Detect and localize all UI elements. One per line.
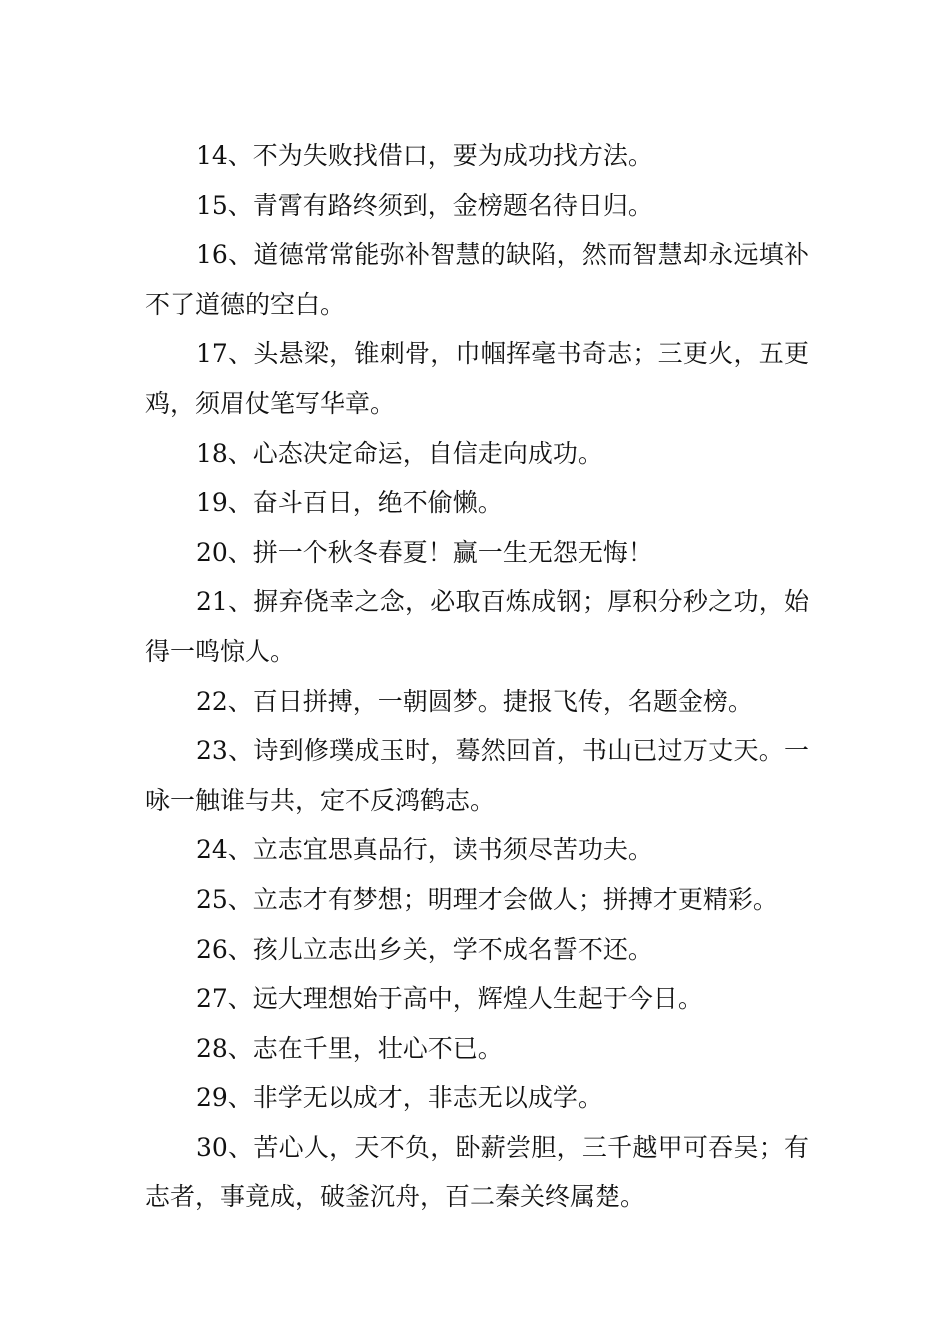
- paragraph-24: 24、立志宜思真品行，读书须尽苦功夫。: [196, 835, 653, 865]
- paragraph-23: 23、诗到修璞成玉时，蓦然回首，书山已过万丈天。一咏一触谁与共，定不反鸿鹤志。: [145, 736, 809, 815]
- paragraph-15: 15、青霄有路终须到，金榜题名待日归。: [196, 190, 653, 220]
- paragraph-16: 16、道德常常能弥补智慧的缺陷，然而智慧却永远填补不了道德的空白。: [145, 240, 809, 319]
- paragraph-27: 27、远大理想始于高中，辉煌人生起于今日。: [196, 984, 703, 1014]
- paragraph-14: 14、不为失败找借口，要为成功找方法。: [196, 141, 653, 170]
- paragraph-20: 20、拼一个秋冬春夏！赢一生无怨无悔！: [196, 537, 653, 567]
- paragraph-29: 29、非学无以成才，非志无以成学。: [196, 1083, 603, 1113]
- paragraph-21: 21、摒弃侥幸之念，必取百炼成钢；厚积分秒之功，始得一鸣惊人。: [145, 587, 809, 666]
- paragraph-19: 19、奋斗百日，绝不偷懒。: [196, 488, 503, 518]
- paragraph-25: 25、立志才有梦想；明理才会做人；拼搏才更精彩。: [196, 884, 778, 914]
- paragraph-17: 17、头悬梁，锥刺骨，巾帼挥毫书奇志；三更火，五更鸡，须眉仗笔写华章。: [145, 339, 809, 418]
- paragraph-18: 18、心态决定命运，自信走向成功。: [196, 438, 603, 468]
- paragraph-22: 22、百日拼搏，一朝圆梦。捷报飞传，名题金榜。: [196, 686, 753, 716]
- paragraph-26: 26、孩儿立志出乡关，学不成名誓不还。: [196, 934, 653, 964]
- paragraph-30: 30、苦心人，天不负，卧薪尝胆，三千越甲可吞吴；有志者，事竟成，破釜沉舟，百二秦关终属楚。: [145, 1132, 809, 1212]
- paragraph-28: 28、志在千里，壮心不已。: [196, 1033, 503, 1063]
- document-body: [145, 131, 809, 1222]
